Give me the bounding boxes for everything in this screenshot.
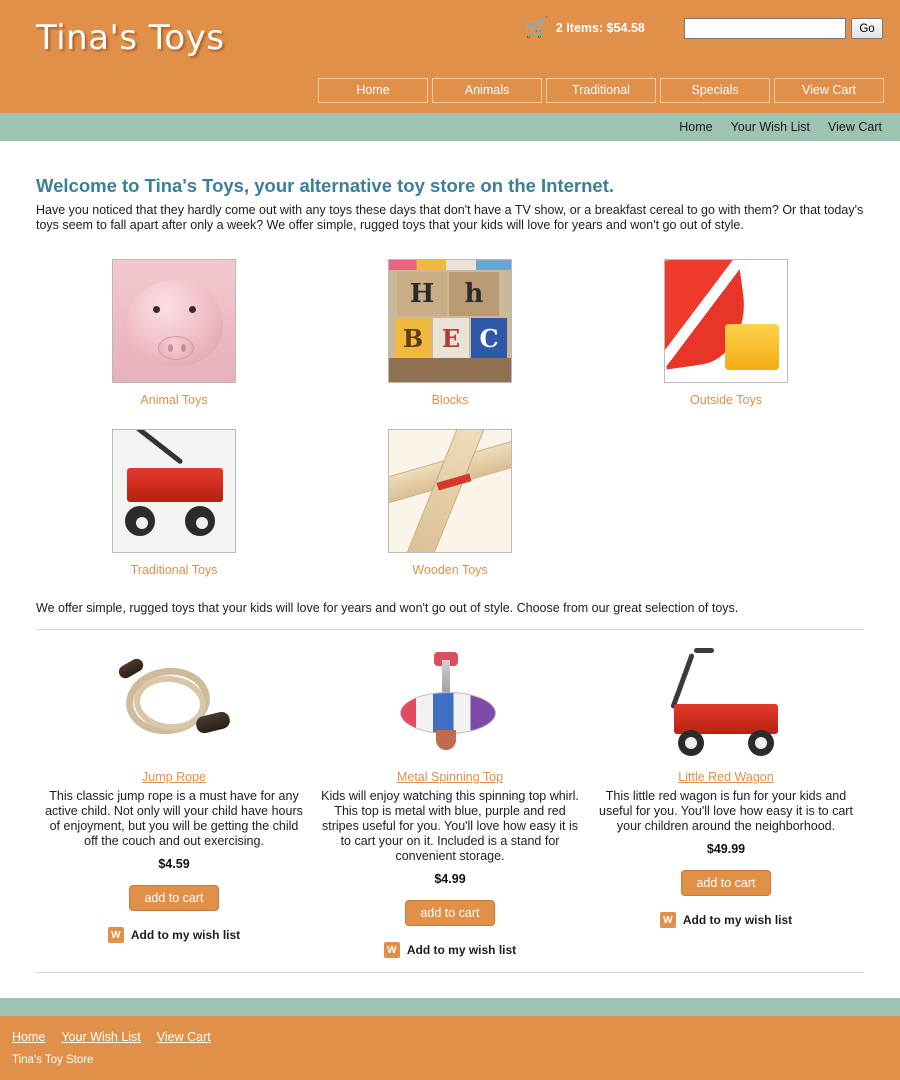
product-name-metal-spinning-top[interactable]: Metal Spinning Top — [396, 770, 504, 784]
product-description: This little red wagon is fun for your kids and useful for you. You'll love how easy it is to cart your children around the neighborhood. — [599, 789, 853, 833]
add-to-cart-button[interactable]: add to cart — [405, 900, 494, 926]
jump-rope-image-icon[interactable] — [100, 646, 248, 764]
category-item[interactable] — [36, 259, 312, 407]
nav-item-home[interactable]: Home — [318, 78, 428, 103]
add-to-cart-button[interactable]: add to cart — [681, 870, 770, 896]
product-card — [312, 634, 588, 958]
category-item[interactable] — [312, 429, 588, 577]
category-label-wooden-toys[interactable]: Wooden Toys — [412, 563, 488, 577]
add-to-wish-list[interactable] — [660, 912, 792, 928]
category-label-traditional-toys[interactable]: Traditional Toys — [130, 563, 218, 577]
secondary-navigation — [0, 113, 900, 141]
cart-summary-text: 2 Items: $54.58 — [555, 21, 645, 35]
little-red-wagon-image-icon[interactable] — [652, 646, 800, 764]
product-grid — [36, 634, 864, 958]
wish-list-label: Add to my wish list — [682, 913, 793, 927]
add-to-cart-button[interactable]: add to cart — [129, 885, 218, 911]
product-card — [36, 634, 312, 958]
category-item[interactable] — [312, 259, 588, 407]
product-card — [588, 634, 864, 958]
footer-link-wish-list[interactable]: Your Wish List — [61, 1030, 141, 1044]
subnav-item-home[interactable]: Home — [679, 120, 713, 134]
search-input[interactable] — [684, 18, 846, 39]
footer-navigation — [12, 1030, 888, 1044]
products-bottom-divider — [36, 972, 864, 973]
animal-toys-thumbnail-icon[interactable] — [112, 259, 236, 383]
wish-list-label: Add to my wish list — [130, 928, 241, 942]
product-price: $4.99 — [434, 872, 466, 886]
outside-toys-thumbnail-icon[interactable] — [664, 259, 788, 383]
product-description: Kids will enjoy watching this spinning top whirl. This top is metal with blue, purple and red stripes useful for you. You'll love how easy it is to cart your on it. Included is a stand for convenient storage. — [321, 789, 579, 863]
mid-paragraph: We offer simple, rugged toys that your kids will love for years and won't go out of style. Choose from our great selection of toys. — [36, 601, 739, 615]
page-title: Welcome to Tina's Toys, your alternative toy store on the Internet. — [36, 175, 615, 196]
wish-list-icon: W — [660, 912, 676, 928]
footer-link-home[interactable]: Home — [12, 1030, 46, 1044]
main-content — [0, 141, 900, 998]
product-price: $4.59 — [158, 857, 190, 871]
product-name-little-red-wagon[interactable]: Little Red Wagon — [678, 770, 774, 784]
category-label-blocks[interactable]: Blocks — [431, 393, 469, 407]
site-logo: Tina's Toys — [36, 18, 225, 58]
footer-accent-bar — [0, 998, 900, 1016]
search-form — [684, 18, 883, 39]
main-navigation — [318, 78, 884, 103]
shopping-cart-icon: 🛒 — [524, 17, 549, 39]
nav-item-animals[interactable]: Animals — [432, 78, 542, 103]
wooden-toys-thumbnail-icon[interactable] — [388, 429, 512, 553]
category-item[interactable] — [588, 259, 864, 407]
add-to-wish-list[interactable] — [108, 927, 240, 943]
category-label-animal-toys[interactable]: Animal Toys — [140, 393, 208, 407]
add-to-wish-list[interactable] — [384, 942, 516, 958]
intro-paragraph: Have you noticed that they hardly come out with any toys these days that don't have a TV show, or a breakfast cereal to go with them? Or that today's toys seem to fall apart after only a week? We offer simple, rugged toys that your kids will love for years and won't go out of style. — [36, 203, 864, 232]
product-name-jump-rope[interactable]: Jump Rope — [142, 770, 206, 784]
category-grid-spacer — [588, 429, 864, 577]
nav-item-specials[interactable]: Specials — [660, 78, 770, 103]
subnav-item-wish-list[interactable]: Your Wish List — [730, 120, 811, 134]
nav-item-view-cart[interactable]: View Cart — [774, 78, 884, 103]
footer-note: Tina's Toy Store — [12, 1054, 94, 1066]
site-footer — [0, 1016, 900, 1080]
footer-link-view-cart[interactable]: View Cart — [156, 1030, 211, 1044]
subnav-item-view-cart[interactable]: View Cart — [828, 120, 882, 134]
category-item[interactable] — [36, 429, 312, 577]
wish-list-label: Add to my wish list — [406, 943, 517, 957]
blocks-thumbnail-icon[interactable]: H h B E C — [388, 259, 512, 383]
category-grid — [36, 259, 864, 577]
spinning-top-image-icon[interactable] — [376, 646, 524, 764]
category-label-outside-toys[interactable]: Outside Toys — [689, 393, 763, 407]
section-divider — [36, 629, 864, 630]
product-price: $49.99 — [706, 842, 746, 856]
traditional-toys-thumbnail-icon[interactable] — [112, 429, 236, 553]
search-go-button[interactable]: Go — [851, 18, 883, 39]
nav-item-traditional[interactable]: Traditional — [546, 78, 656, 103]
wish-list-icon: W — [108, 927, 124, 943]
cart-summary[interactable] — [524, 18, 645, 38]
site-header — [0, 0, 900, 113]
product-description: This classic jump rope is a must have for any active child. Not only will your child have hours of enjoyment, but you will be getting the child off the couch and out exercising. — [45, 789, 303, 848]
wish-list-icon: W — [384, 942, 400, 958]
